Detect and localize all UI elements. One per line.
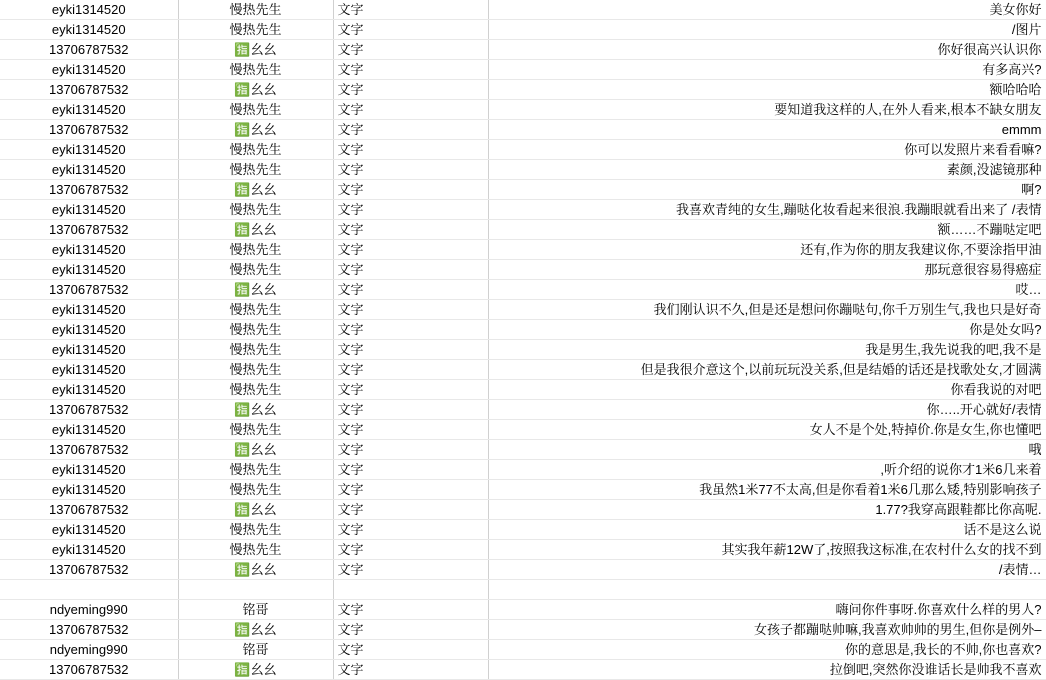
- cell-account[interactable]: eyki1314520: [0, 20, 178, 40]
- cell-account[interactable]: eyki1314520: [0, 160, 178, 180]
- cell-content[interactable]: 哦: [488, 440, 1046, 460]
- table-row[interactable]: [0, 500, 1046, 520]
- cell-content[interactable]: 嗨问你件事呀.你喜欢什么样的男人?: [488, 600, 1046, 620]
- table-row[interactable]: [0, 640, 1046, 660]
- cell-content[interactable]: 额……不蹦哒定吧: [488, 220, 1046, 240]
- table-row[interactable]: [0, 140, 1046, 160]
- table-row[interactable]: [0, 580, 1046, 600]
- table-row[interactable]: [0, 180, 1046, 200]
- cell-account[interactable]: eyki1314520: [0, 300, 178, 320]
- cell-nickname[interactable]: 铭哥: [178, 640, 333, 660]
- cell-content[interactable]: 你可以发照片来看看嘛?: [488, 140, 1046, 160]
- cell-account[interactable]: eyki1314520: [0, 100, 178, 120]
- table-row[interactable]: [0, 20, 1046, 40]
- cell-nickname[interactable]: 🈯幺幺: [178, 40, 333, 60]
- cell-content[interactable]: 拉倒吧,突然你没谁话长是帅我不喜欢: [488, 660, 1046, 680]
- cell-message-type[interactable]: 文字: [333, 380, 488, 400]
- cell-message-type[interactable]: 文字: [333, 500, 488, 520]
- cell-content[interactable]: 你…..开心就好/表情: [488, 400, 1046, 420]
- cell-account[interactable]: eyki1314520: [0, 480, 178, 500]
- table-row[interactable]: [0, 520, 1046, 540]
- cell-content[interactable]: 我虽然1米77不太高,但是你看着1米6几那么矮,特别影响孩子: [488, 480, 1046, 500]
- cell-message-type[interactable]: 文字: [333, 220, 488, 240]
- cell-content[interactable]: ,听介绍的说你才1米6几来着: [488, 460, 1046, 480]
- cell-nickname[interactable]: 慢热先生: [178, 60, 333, 80]
- cell-nickname[interactable]: 慢热先生: [178, 480, 333, 500]
- table-row[interactable]: [0, 560, 1046, 580]
- cell-content[interactable]: 但是我很介意这个,以前玩玩没关系,但是结婚的话还是找歌处女,才圆满: [488, 360, 1046, 380]
- table-row[interactable]: [0, 200, 1046, 220]
- cell-account[interactable]: eyki1314520: [0, 380, 178, 400]
- cell-content[interactable]: 要知道我这样的人,在外人看来,根本不缺女朋友: [488, 100, 1046, 120]
- table-row[interactable]: [0, 660, 1046, 680]
- cell-account[interactable]: 13706787532: [0, 80, 178, 100]
- cell-account[interactable]: eyki1314520: [0, 340, 178, 360]
- cell-nickname[interactable]: 慢热先生: [178, 240, 333, 260]
- cell-nickname[interactable]: 🈯幺幺: [178, 440, 333, 460]
- cell-nickname[interactable]: 🈯幺幺: [178, 400, 333, 420]
- cell-nickname[interactable]: 🈯幺幺: [178, 660, 333, 680]
- cell-message-type[interactable]: 文字: [333, 360, 488, 380]
- table-row[interactable]: [0, 0, 1046, 20]
- cell-account[interactable]: 13706787532: [0, 620, 178, 640]
- cell-content[interactable]: 女人不是个处,特掉价.你是女生,你也懂吧: [488, 420, 1046, 440]
- cell-nickname[interactable]: 慢热先生: [178, 200, 333, 220]
- cell-content[interactable]: 那玩意很容易得癌症: [488, 260, 1046, 280]
- cell-message-type[interactable]: 文字: [333, 60, 488, 80]
- table-row[interactable]: [0, 80, 1046, 100]
- cell-content[interactable]: 我是男生,我先说我的吧,我不是: [488, 340, 1046, 360]
- cell-account[interactable]: eyki1314520: [0, 240, 178, 260]
- table-row[interactable]: [0, 160, 1046, 180]
- cell-account[interactable]: 13706787532: [0, 180, 178, 200]
- cell-nickname[interactable]: 慢热先生: [178, 100, 333, 120]
- table-row[interactable]: [0, 360, 1046, 380]
- cell-message-type[interactable]: 文字: [333, 600, 488, 620]
- cell-account[interactable]: 13706787532: [0, 280, 178, 300]
- cell-message-type[interactable]: 文字: [333, 140, 488, 160]
- cell-account[interactable]: eyki1314520: [0, 520, 178, 540]
- cell-account[interactable]: eyki1314520: [0, 420, 178, 440]
- cell-nickname[interactable]: 🈯幺幺: [178, 560, 333, 580]
- cell-nickname[interactable]: 慢热先生: [178, 340, 333, 360]
- cell-content[interactable]: 美女你好: [488, 0, 1046, 20]
- table-row[interactable]: [0, 100, 1046, 120]
- table-row[interactable]: [0, 600, 1046, 620]
- cell-message-type[interactable]: 文字: [333, 660, 488, 680]
- cell-content[interactable]: [488, 580, 1046, 600]
- cell-message-type[interactable]: 文字: [333, 440, 488, 460]
- cell-nickname[interactable]: [178, 580, 333, 600]
- table-row[interactable]: [0, 400, 1046, 420]
- cell-message-type[interactable]: 文字: [333, 400, 488, 420]
- cell-nickname[interactable]: 慢热先生: [178, 380, 333, 400]
- cell-account[interactable]: 13706787532: [0, 560, 178, 580]
- cell-content[interactable]: 哎…: [488, 280, 1046, 300]
- cell-message-type[interactable]: 文字: [333, 200, 488, 220]
- cell-content[interactable]: 话不是这么说: [488, 520, 1046, 540]
- cell-account[interactable]: eyki1314520: [0, 460, 178, 480]
- cell-message-type[interactable]: 文字: [333, 120, 488, 140]
- table-row[interactable]: [0, 480, 1046, 500]
- cell-nickname[interactable]: 慢热先生: [178, 300, 333, 320]
- cell-message-type[interactable]: 文字: [333, 480, 488, 500]
- table-row[interactable]: [0, 40, 1046, 60]
- cell-account[interactable]: eyki1314520: [0, 140, 178, 160]
- cell-account[interactable]: eyki1314520: [0, 260, 178, 280]
- cell-account[interactable]: eyki1314520: [0, 320, 178, 340]
- cell-nickname[interactable]: 慢热先生: [178, 540, 333, 560]
- table-row[interactable]: [0, 540, 1046, 560]
- cell-message-type[interactable]: 文字: [333, 80, 488, 100]
- cell-message-type[interactable]: 文字: [333, 640, 488, 660]
- table-row[interactable]: [0, 380, 1046, 400]
- cell-nickname[interactable]: 🈯幺幺: [178, 620, 333, 640]
- cell-nickname[interactable]: 慢热先生: [178, 320, 333, 340]
- table-row[interactable]: [0, 420, 1046, 440]
- cell-message-type[interactable]: 文字: [333, 540, 488, 560]
- cell-nickname[interactable]: 慢热先生: [178, 420, 333, 440]
- cell-account[interactable]: 13706787532: [0, 400, 178, 420]
- cell-message-type[interactable]: 文字: [333, 560, 488, 580]
- table-row[interactable]: [0, 220, 1046, 240]
- cell-content[interactable]: /图片: [488, 20, 1046, 40]
- cell-content[interactable]: 我喜欢青纯的女生,蹦哒化妆看起来很浪.我蹦眼就看出来了 /表情: [488, 200, 1046, 220]
- cell-message-type[interactable]: 文字: [333, 520, 488, 540]
- cell-content[interactable]: 啊?: [488, 180, 1046, 200]
- cell-content[interactable]: 其实我年薪12W了,按照我这标准,在农村什么女的找不到: [488, 540, 1046, 560]
- cell-message-type[interactable]: 文字: [333, 100, 488, 120]
- cell-message-type[interactable]: 文字: [333, 420, 488, 440]
- cell-account[interactable]: ndyeming990: [0, 600, 178, 620]
- cell-account[interactable]: eyki1314520: [0, 0, 178, 20]
- cell-content[interactable]: emmm: [488, 120, 1046, 140]
- cell-account[interactable]: eyki1314520: [0, 60, 178, 80]
- cell-account[interactable]: eyki1314520: [0, 360, 178, 380]
- cell-account[interactable]: 13706787532: [0, 120, 178, 140]
- cell-nickname[interactable]: 慢热先生: [178, 0, 333, 20]
- cell-account[interactable]: ndyeming990: [0, 640, 178, 660]
- cell-content[interactable]: /表情…: [488, 560, 1046, 580]
- cell-nickname[interactable]: 🈯幺幺: [178, 500, 333, 520]
- cell-content[interactable]: 你好很高兴认识你: [488, 40, 1046, 60]
- cell-nickname[interactable]: 慢热先生: [178, 160, 333, 180]
- cell-account[interactable]: 13706787532: [0, 440, 178, 460]
- cell-content[interactable]: 有多高兴?: [488, 60, 1046, 80]
- cell-account[interactable]: 13706787532: [0, 500, 178, 520]
- table-row[interactable]: [0, 340, 1046, 360]
- cell-nickname[interactable]: 慢热先生: [178, 260, 333, 280]
- table-row[interactable]: [0, 280, 1046, 300]
- cell-content[interactable]: 你是处女吗?: [488, 320, 1046, 340]
- cell-message-type[interactable]: 文字: [333, 300, 488, 320]
- cell-content[interactable]: 我们刚认识不久,但是还是想问你蹦哒句,你千万别生气,我也只是好奇: [488, 300, 1046, 320]
- cell-nickname[interactable]: 慢热先生: [178, 20, 333, 40]
- cell-message-type[interactable]: 文字: [333, 240, 488, 260]
- cell-message-type[interactable]: 文字: [333, 340, 488, 360]
- cell-nickname[interactable]: 慢热先生: [178, 460, 333, 480]
- table-row[interactable]: [0, 260, 1046, 280]
- table-row[interactable]: [0, 240, 1046, 260]
- cell-content[interactable]: 1.77?我穿高跟鞋都比你高呢.: [488, 500, 1046, 520]
- cell-nickname[interactable]: 慢热先生: [178, 520, 333, 540]
- cell-account[interactable]: eyki1314520: [0, 200, 178, 220]
- cell-content[interactable]: 你看我说的对吧: [488, 380, 1046, 400]
- cell-nickname[interactable]: 🈯幺幺: [178, 180, 333, 200]
- cell-account[interactable]: 13706787532: [0, 660, 178, 680]
- cell-content[interactable]: 素颜,没滤镜那种: [488, 160, 1046, 180]
- table-row[interactable]: [0, 460, 1046, 480]
- cell-nickname[interactable]: 铭哥: [178, 600, 333, 620]
- cell-message-type[interactable]: 文字: [333, 160, 488, 180]
- cell-nickname[interactable]: 🈯幺幺: [178, 280, 333, 300]
- table-row[interactable]: [0, 60, 1046, 80]
- cell-nickname[interactable]: 🈯幺幺: [178, 120, 333, 140]
- table-row[interactable]: [0, 120, 1046, 140]
- cell-message-type[interactable]: 文字: [333, 20, 488, 40]
- cell-message-type[interactable]: 文字: [333, 320, 488, 340]
- cell-content[interactable]: 额哈哈哈: [488, 80, 1046, 100]
- cell-message-type[interactable]: 文字: [333, 460, 488, 480]
- cell-nickname[interactable]: 慢热先生: [178, 140, 333, 160]
- cell-nickname[interactable]: 慢热先生: [178, 360, 333, 380]
- cell-nickname[interactable]: 🈯幺幺: [178, 80, 333, 100]
- cell-message-type[interactable]: [333, 580, 488, 600]
- cell-content[interactable]: 女孩子都蹦哒帅嘛,我喜欢帅帅的男生,但你是例外–: [488, 620, 1046, 640]
- cell-message-type[interactable]: 文字: [333, 180, 488, 200]
- cell-message-type[interactable]: 文字: [333, 0, 488, 20]
- table-row[interactable]: [0, 440, 1046, 460]
- table-row[interactable]: [0, 320, 1046, 340]
- cell-message-type[interactable]: 文字: [333, 620, 488, 640]
- cell-content[interactable]: 还有,作为你的朋友我建议你,不要涂指甲油: [488, 240, 1046, 260]
- cell-message-type[interactable]: 文字: [333, 40, 488, 60]
- cell-content[interactable]: 你的意思是,我长的不帅,你也喜欢?: [488, 640, 1046, 660]
- cell-account[interactable]: [0, 580, 178, 600]
- cell-message-type[interactable]: 文字: [333, 280, 488, 300]
- cell-account[interactable]: 13706787532: [0, 40, 178, 60]
- cell-account[interactable]: eyki1314520: [0, 540, 178, 560]
- table-row[interactable]: [0, 300, 1046, 320]
- cell-message-type[interactable]: 文字: [333, 260, 488, 280]
- table-row[interactable]: [0, 620, 1046, 640]
- cell-account[interactable]: 13706787532: [0, 220, 178, 240]
- cell-nickname[interactable]: 🈯幺幺: [178, 220, 333, 240]
